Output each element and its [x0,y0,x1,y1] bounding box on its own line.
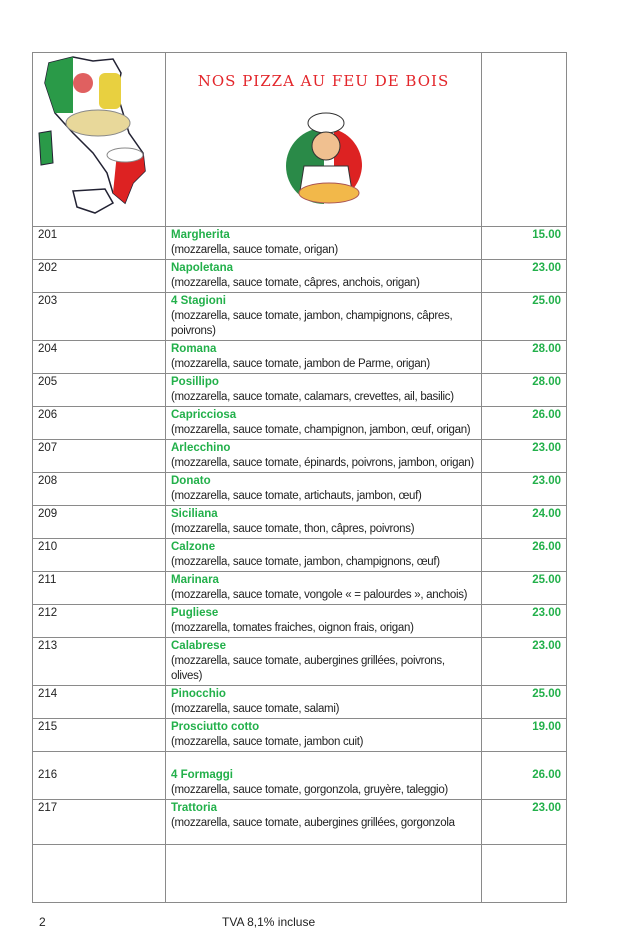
item-cell [166,539,482,572]
item-price: 23.00 [482,260,567,293]
item-cell [166,341,482,374]
empty-cell [33,845,166,903]
item-description: (mozzarella, sauce tomate, champignon, jambon, œuf, origan) [171,424,471,436]
item-description: (mozzarella, sauce tomate, jambon de Parme, origan) [171,358,430,370]
item-cell [166,473,482,506]
item-number: 204 [33,341,166,374]
item-price: 26.00 [482,752,567,800]
menu-item-row [33,539,567,572]
item-name: Capricciosa [171,409,237,421]
item-price: 26.00 [482,407,567,440]
item-price: 19.00 [482,719,567,752]
menu-item-row [33,686,567,719]
menu-item-row [33,572,567,605]
item-number: 207 [33,440,166,473]
item-cell [166,440,482,473]
item-name: 4 Stagioni [171,295,226,307]
item-number: 202 [33,260,166,293]
menu-item-row [33,227,567,260]
item-name: Margherita [171,229,230,241]
header-row [33,53,567,227]
menu-item-row [33,605,567,638]
item-description: (mozzarella, sauce tomate, câpres, anchois, origan) [171,277,420,289]
item-description: (mozzarella, sauce tomate, thon, câpres, poivrons) [171,523,415,535]
menu-item-row [33,260,567,293]
chef-image [274,111,374,211]
menu-item-row [33,341,567,374]
item-cell [166,260,482,293]
item-name: Calabrese [171,640,226,652]
item-cell [166,407,482,440]
menu-item-row [33,800,567,845]
header-empty-cell [482,53,567,227]
item-cell [166,719,482,752]
tva-note: TVA 8,1% incluse [222,915,316,929]
item-number: 214 [33,686,166,719]
menu-item-row [33,440,567,473]
item-price: 23.00 [482,638,567,686]
item-description: (mozzarella, sauce tomate, aubergines grillées, gorgonzola [171,817,455,829]
menu-item-row [33,506,567,539]
item-number: 206 [33,407,166,440]
item-price: 25.00 [482,572,567,605]
item-description: (mozzarella, sauce tomate, jambon, champignons, œuf) [171,556,440,568]
item-number: 210 [33,539,166,572]
item-price: 23.00 [482,800,567,845]
item-name: Trattoria [171,802,218,814]
item-description: (mozzarella, tomates fraiches, oignon frais, origan) [171,622,414,634]
item-number: 201 [33,227,166,260]
item-number: 203 [33,293,166,341]
item-description: (mozzarella, sauce tomate, épinards, poivrons, jambon, origan) [171,457,474,469]
item-price: 15.00 [482,227,567,260]
item-number: 213 [33,638,166,686]
item-name: Calzone [171,541,216,553]
item-name: Pugliese [171,607,219,619]
item-cell [166,800,482,845]
item-cell [166,686,482,719]
item-number: 211 [33,572,166,605]
item-description: (mozzarella, sauce tomate, vongole « = palourdes », anchois) [171,589,468,601]
menu-item-row [33,719,567,752]
empty-cell [166,845,482,903]
menu-item-row [33,473,567,506]
item-name: Donato [171,475,211,487]
item-price: 25.00 [482,686,567,719]
item-description: (mozzarella, sauce tomate, origan) [171,244,338,256]
item-description: (mozzarella, sauce tomate, gorgonzola, gruyère, taleggio) [171,784,448,796]
menu-item-row [33,407,567,440]
item-price: 23.00 [482,440,567,473]
item-price: 24.00 [482,506,567,539]
item-name: Posillipo [171,376,219,388]
item-description: (mozzarella, sauce tomate, aubergines grillées, poivrons, olives) [171,655,445,682]
item-name: Marinara [171,574,219,586]
menu-item-row [33,374,567,407]
item-cell [166,374,482,407]
item-description: (mozzarella, sauce tomate, jambon, champignons, câpres, poivrons) [171,310,453,337]
item-name: 4 Formaggi [171,769,233,781]
menu-table [32,52,567,903]
empty-cell [482,845,567,903]
item-number: 209 [33,506,166,539]
title-cell [166,53,482,227]
item-number: 217 [33,800,166,845]
italy-map-image [33,53,166,227]
item-description: (mozzarella, sauce tomate, calamars, crevettes, ail, basilic) [171,391,454,403]
item-cell [166,572,482,605]
item-number: 208 [33,473,166,506]
item-number: 205 [33,374,166,407]
item-name: Romana [171,343,217,355]
item-cell [166,638,482,686]
item-price: 28.00 [482,341,567,374]
item-description: (mozzarella, sauce tomate, artichauts, jambon, œuf) [171,490,422,502]
page-number: 2 [39,915,46,929]
item-name: Napoletana [171,262,233,274]
menu-item-row [33,752,567,800]
item-number: 212 [33,605,166,638]
item-cell [166,227,482,260]
item-price: 23.00 [482,605,567,638]
item-name: Prosciutto cotto [171,721,260,733]
menu-item-row [33,293,567,341]
item-cell [166,293,482,341]
item-cell [166,506,482,539]
item-number: 215 [33,719,166,752]
item-name: Arlecchino [171,442,231,454]
item-price: 28.00 [482,374,567,407]
item-cell [166,605,482,638]
menu-item-row [33,638,567,686]
item-name: Siciliana [171,508,218,520]
item-description: (mozzarella, sauce tomate, salami) [171,703,340,715]
item-price: 25.00 [482,293,567,341]
item-price: 23.00 [482,473,567,506]
item-name: Pinocchio [171,688,226,700]
menu-title: NOS PIZZA AU FEU DE BOIS [197,72,450,90]
empty-row [33,845,567,903]
item-cell [166,752,482,800]
footer [32,915,640,935]
item-price: 26.00 [482,539,567,572]
item-description: (mozzarella, sauce tomate, jambon cuit) [171,736,364,748]
item-number: 216 [33,752,166,800]
